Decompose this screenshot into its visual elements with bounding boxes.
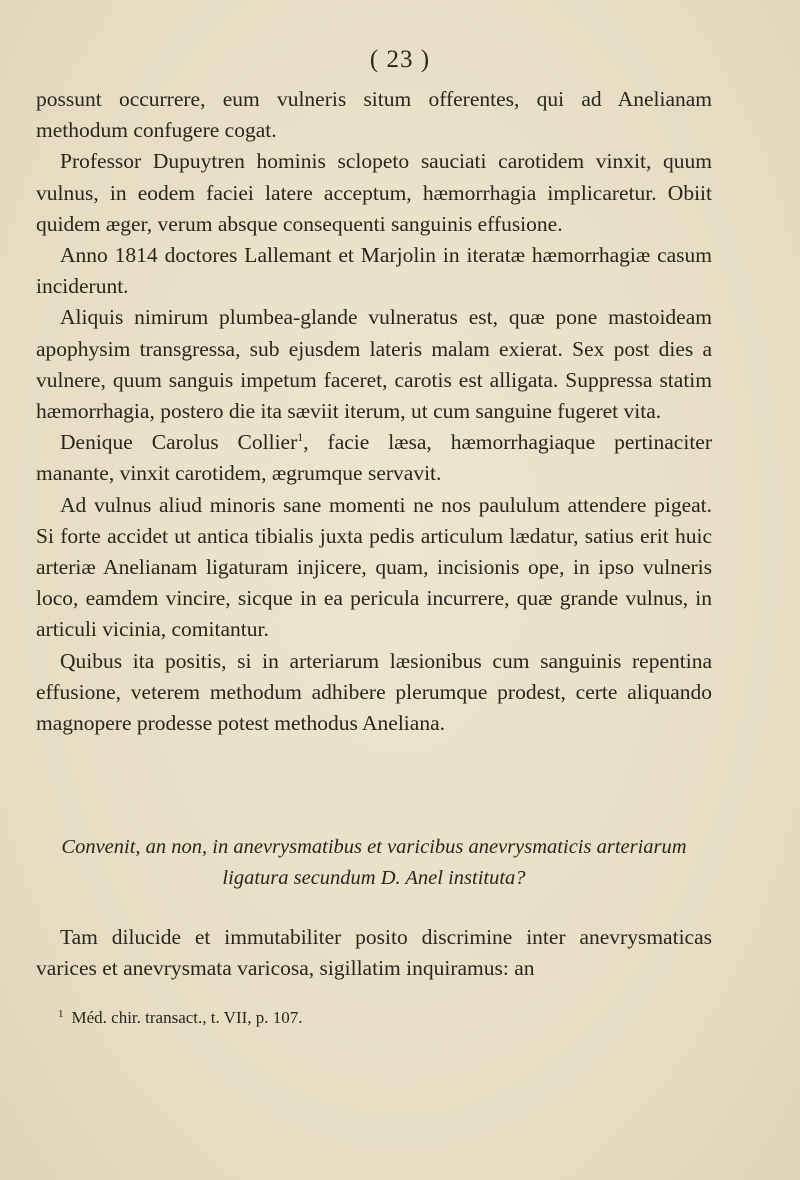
main-text: [36, 84, 712, 739]
paragraph-ad-vulnus: Ad vulnus aliud minoris sane momenti ne nos paululum attendere pigeat. Si forte accidet ut antica tibialis juxta pedis articulum lædatur, satius erit huic arteriæ Anelianam ligaturam injicere, quam, incisionis ope, in ipso vulneris loco, eamdem vincire, sicque in ea pericula incurrere, quæ grande vulnus, in articuli vicinia, comitantur.: [36, 492, 712, 642]
paragraph-quibus: Quibus ita positis, si in arteriarum læsionibus cum sanguinis repentina effusione, veterem methodum adhibere plerumque prodest, certe aliquando magnopere prodesse potest methodus Aneliana.: [36, 648, 712, 736]
question-line-2: ligatura secundum D. Anel instituta?: [222, 867, 526, 889]
paragraph-dupuytren: Professor Dupuytren hominis sclopeto sauciati carotidem vinxit, quum vulnus, in eodem faciei latere acceptum, hæmorrhagia implicaretur. Obiit quidem æger, verum absque consequenti sanguinis effusione.: [36, 149, 712, 236]
paragraph-anno-1814: Anno 1814 doctores Lallemant et Marjolin in iteratæ hæmorrhagiæ casum inciderunt.: [36, 243, 712, 299]
footnote-reference: 1: [297, 430, 304, 445]
paragraph-tam-dilucide: Tam dilucide et immutabiliter posito discrimine inter anevrysmaticas varices et anevrysmata varicosa, sigillatim inquiramus: an: [36, 925, 712, 981]
footnote-marker: 1: [58, 1008, 64, 1020]
question-line-1: Convenit, an non, in anevrysmatibus et varicibus anevrysmaticis arteriarum: [61, 836, 687, 858]
page-number: ( 23 ): [369, 46, 431, 73]
collier-text-start: Denique Carolus Collier: [60, 430, 298, 455]
closing-text: [36, 922, 712, 984]
paragraph-aliquis: Aliquis nimirum plumbea-glande vulneratus est, quæ pone mastoideam apophysim transgressa, sub ejusdem lateris malam exierat. Sex post dies a vulnere, quum sanguis impetum faceret, carotis est alligata. Suppressa statim hæmorrhagia, postero die ita sæviit iterum, ut cum sanguine fugeret vita.: [36, 305, 712, 424]
collier-text-end: , facie læsa, hæmorrhagiaque pertinaciter manante, vinxit carotidem, ægrumque servavit.: [36, 430, 712, 486]
footnote-text: Méd. chir. transact., t. VII, p. 107.: [71, 1008, 303, 1027]
section-question-heading: [36, 832, 712, 894]
paragraph-collier: [36, 427, 712, 489]
footnote: [58, 1006, 698, 1030]
paragraph-1: possunt occurrere, eum vulneris situm offerentes, qui ad Anelianam methodum confugere cogat.: [36, 87, 712, 143]
